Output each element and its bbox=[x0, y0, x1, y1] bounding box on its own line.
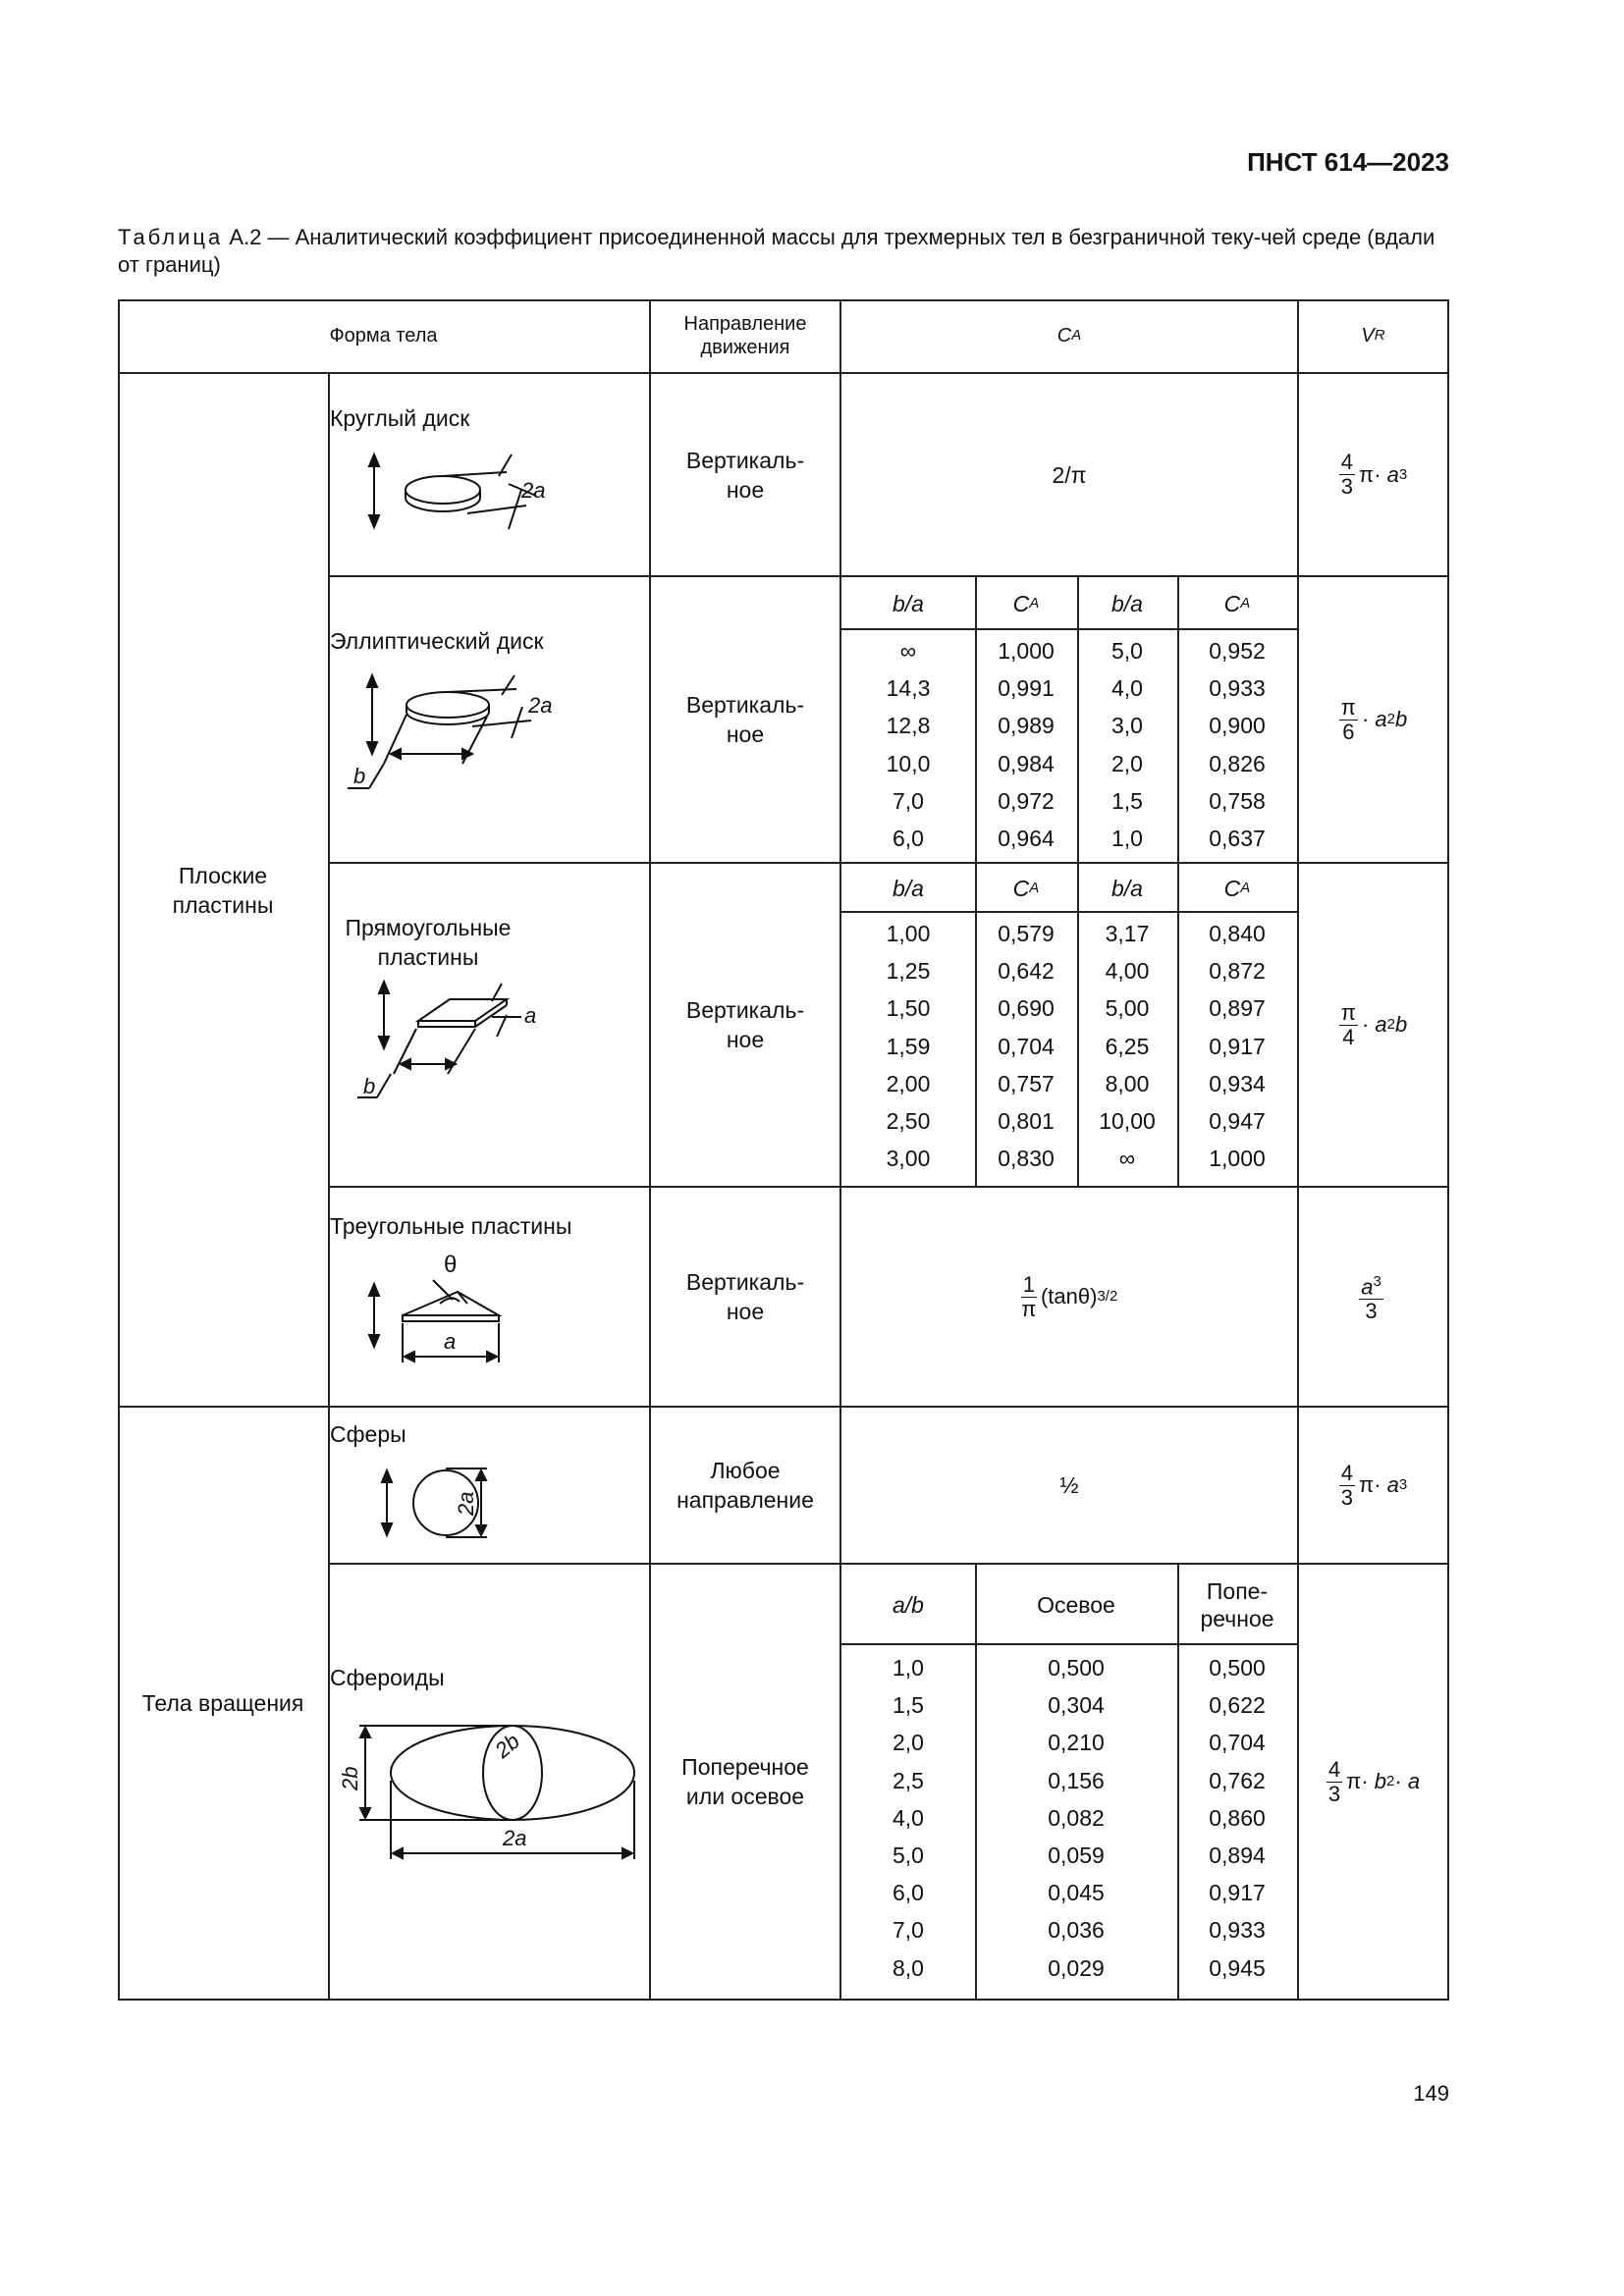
caption-text: А.2 — Аналитический коэффициент присоединенной массы для трехмерных тел в безграничной теку-чей среде (вдали от границ) bbox=[118, 225, 1435, 277]
elliptical-col-ba1: ∞ 14,3 12,8 10,0 7,0 6,0 bbox=[886, 638, 931, 851]
row-elliptical-disk-direction: Вертикаль-ное bbox=[651, 577, 841, 864]
vr-rect-formula: $\frac{\pi}{4}$ · a 2 b bbox=[1340, 999, 1408, 1049]
row-triangular-vr bbox=[1299, 1188, 1449, 1408]
elliptical-col-ca1: 1,000 0,991 0,989 0,984 0,972 0,964 bbox=[998, 638, 1055, 851]
row-rectangular-ca: b/a C A b/a C A 1,00 1,25 1,50 1,59 2,00 2,50 3,00 0,579 0,642 0,690 0,704 0,757 0,801 0,830 3,17 4,00 5,00 6,25 8,00 10,00 ∞ 0,840 0,872 0,897 0,917 0,934 0,947 1,000 bbox=[841, 864, 1299, 1188]
row-spheres-vr: $\frac{4}{3}$ π · a 3 bbox=[1299, 1408, 1449, 1565]
rectangular-col-ba2: 3,17 4,00 5,00 6,25 8,00 10,00 ∞ bbox=[1099, 921, 1156, 1172]
svg-text:2a: 2a bbox=[454, 1491, 478, 1516]
row-rectangular-direction: Вертикаль-ное bbox=[651, 864, 841, 1188]
svg-text:a: a bbox=[444, 1329, 457, 1354]
group-bodies-label: Тела вращения bbox=[141, 1690, 304, 1716]
group-bodies-of-revolution bbox=[118, 1408, 330, 2001]
spheroid-diagram bbox=[330, 1692, 644, 1869]
vr-sphere-formula: $\frac{4}{3}$ π · a 3 bbox=[1340, 450, 1408, 499]
row-circular-disk-shape bbox=[330, 374, 651, 577]
row-spheres-ca bbox=[841, 1408, 1299, 1565]
row-triangular-shape bbox=[330, 1188, 651, 1408]
header-direction: Направление движения bbox=[651, 299, 841, 374]
rectangular-name: Прямоугольные пластины bbox=[345, 915, 512, 970]
rectangular-col-ca1: 0,579 0,642 0,690 0,704 0,757 0,801 0,830 bbox=[998, 921, 1055, 1172]
row-spheroids-shape bbox=[330, 1565, 651, 2001]
svg-text:2a: 2a bbox=[528, 693, 553, 718]
sphere-diagram bbox=[330, 1449, 566, 1557]
row-spheres-shape bbox=[330, 1408, 651, 1565]
group-flat-plates bbox=[118, 374, 330, 1408]
rectangular-plate-diagram bbox=[330, 972, 566, 1109]
svg-text:2b: 2b bbox=[338, 1766, 362, 1790]
circular-disk-name: Круглый диск bbox=[330, 405, 470, 431]
vr-fraction: $\frac{4}{3}$ bbox=[1340, 450, 1354, 499]
vr-spheroid-formula: $\frac{4}{3}$ π · b 2 · a bbox=[1327, 1756, 1421, 1806]
caption-label: Таблица bbox=[118, 225, 224, 249]
elliptical-col-ca2: 0,952 0,933 0,900 0,826 0,758 0,637 bbox=[1209, 638, 1266, 851]
circular-disk-ca-value: 2/π bbox=[1052, 461, 1087, 488]
rectangular-col-ca2: 0,840 0,872 0,897 0,917 0,934 0,947 1,000 bbox=[1209, 921, 1266, 1172]
triangular-plate-diagram bbox=[330, 1241, 566, 1378]
spheres-name: Сферы bbox=[330, 1421, 406, 1447]
row-circular-disk-ca bbox=[841, 374, 1299, 577]
triangular-name: Треугольные пластины bbox=[330, 1213, 572, 1239]
elliptical-disk-name: Эллиптический диск bbox=[330, 628, 544, 654]
elliptical-col-ba2: 5,0 4,0 3,0 2,0 1,5 1,0 bbox=[1111, 638, 1143, 851]
header-ca-sub: A bbox=[1071, 327, 1082, 344]
row-elliptical-disk-vr bbox=[1299, 577, 1449, 864]
header-vr-sub: R bbox=[1374, 327, 1385, 344]
svg-text:θ: θ bbox=[444, 1252, 458, 1278]
spheroids-col-axial: 0,500 0,304 0,210 0,156 0,082 0,059 0,045 0,036 0,029 bbox=[1048, 1655, 1105, 1981]
header-ca bbox=[841, 299, 1299, 374]
table-caption bbox=[118, 224, 1449, 279]
header-vr bbox=[1299, 299, 1449, 374]
vr-ellipse-formula: $\frac{\pi}{6}$ · a 2 b bbox=[1340, 694, 1408, 744]
header-shape: Форма тела bbox=[118, 299, 651, 374]
row-triangular-ca bbox=[841, 1188, 1299, 1408]
header-ca-symbol: C bbox=[1056, 325, 1072, 347]
row-rectangular-vr bbox=[1299, 864, 1449, 1188]
header-vr-symbol: V bbox=[1361, 325, 1375, 347]
triangular-ca-formula: $\frac{1}{\pi}$ (tanθ) 3/2 bbox=[1021, 1271, 1118, 1321]
page-number: 149 bbox=[1413, 2081, 1449, 2106]
row-spheroids-vr bbox=[1299, 1565, 1449, 2001]
row-spheroids-direction: Поперечное или осевое bbox=[651, 1565, 841, 2001]
row-elliptical-disk-shape bbox=[330, 577, 651, 864]
row-circular-disk-direction bbox=[651, 374, 841, 577]
svg-text:2b: 2b bbox=[490, 1728, 524, 1763]
row-spheres-direction: Любое направление bbox=[651, 1408, 841, 1565]
rectangular-col-ba1: 1,00 1,25 1,50 1,59 2,00 2,50 3,00 bbox=[886, 921, 931, 1172]
spheroids-col-ab: 1,0 1,5 2,0 2,5 4,0 5,0 6,0 7,0 8,0 bbox=[893, 1655, 924, 1981]
elliptical-disk-diagram bbox=[330, 656, 566, 803]
spheroids-name: Сфероиды bbox=[330, 1665, 445, 1690]
document-code: ПНСТ 614—2023 bbox=[1247, 147, 1449, 177]
row-elliptical-disk-ca: b/a C A b/a C A ∞ 14,3 12,8 10,0 7,0 6,0 1,000 0,991 0,989 0,984 0,972 0,964 5,0 4,0 3,0 2,0 1,5 1,0 0,952 0,933 0,900 0,826 0,758 0,637 bbox=[841, 577, 1299, 864]
spheroids-col-transverse: 0,500 0,622 0,704 0,762 0,860 0,894 0,917 0,933 0,945 bbox=[1209, 1655, 1266, 1981]
circular-disk-direction: Вертикаль-ное bbox=[685, 447, 805, 503]
row-circular-disk-vr bbox=[1299, 374, 1449, 577]
circular-disk-diagram bbox=[330, 433, 566, 541]
svg-text:2a: 2a bbox=[503, 1826, 527, 1850]
spheres-ca-value: ½ bbox=[1059, 1472, 1079, 1498]
row-spheroids-ca: a/b Осевое Попе-речное 1,0 1,5 2,0 2,5 4,0 5,0 6,0 7,0 8,0 0,500 0,304 0,210 0,156 0,082 0,059 0,045 0,036 0,029 0,500 0,622 0,704 0,762 0,860 0,894 0,917 0,933 0,945 bbox=[841, 1565, 1299, 2001]
row-rectangular-shape bbox=[330, 864, 651, 1188]
circular-disk-dim-label: 2a bbox=[521, 478, 546, 503]
coefficient-table bbox=[118, 299, 1449, 2001]
group-flat-plates-label: Плоские пластины bbox=[172, 862, 274, 918]
svg-text:a: a bbox=[524, 1003, 537, 1028]
row-triangular-direction: Вертикаль-ное bbox=[651, 1188, 841, 1408]
svg-text:b: b bbox=[363, 1074, 376, 1098]
svg-text:b: b bbox=[353, 764, 366, 788]
vr-triangle-formula: $\frac{a^3}{3}$ bbox=[1359, 1270, 1387, 1323]
